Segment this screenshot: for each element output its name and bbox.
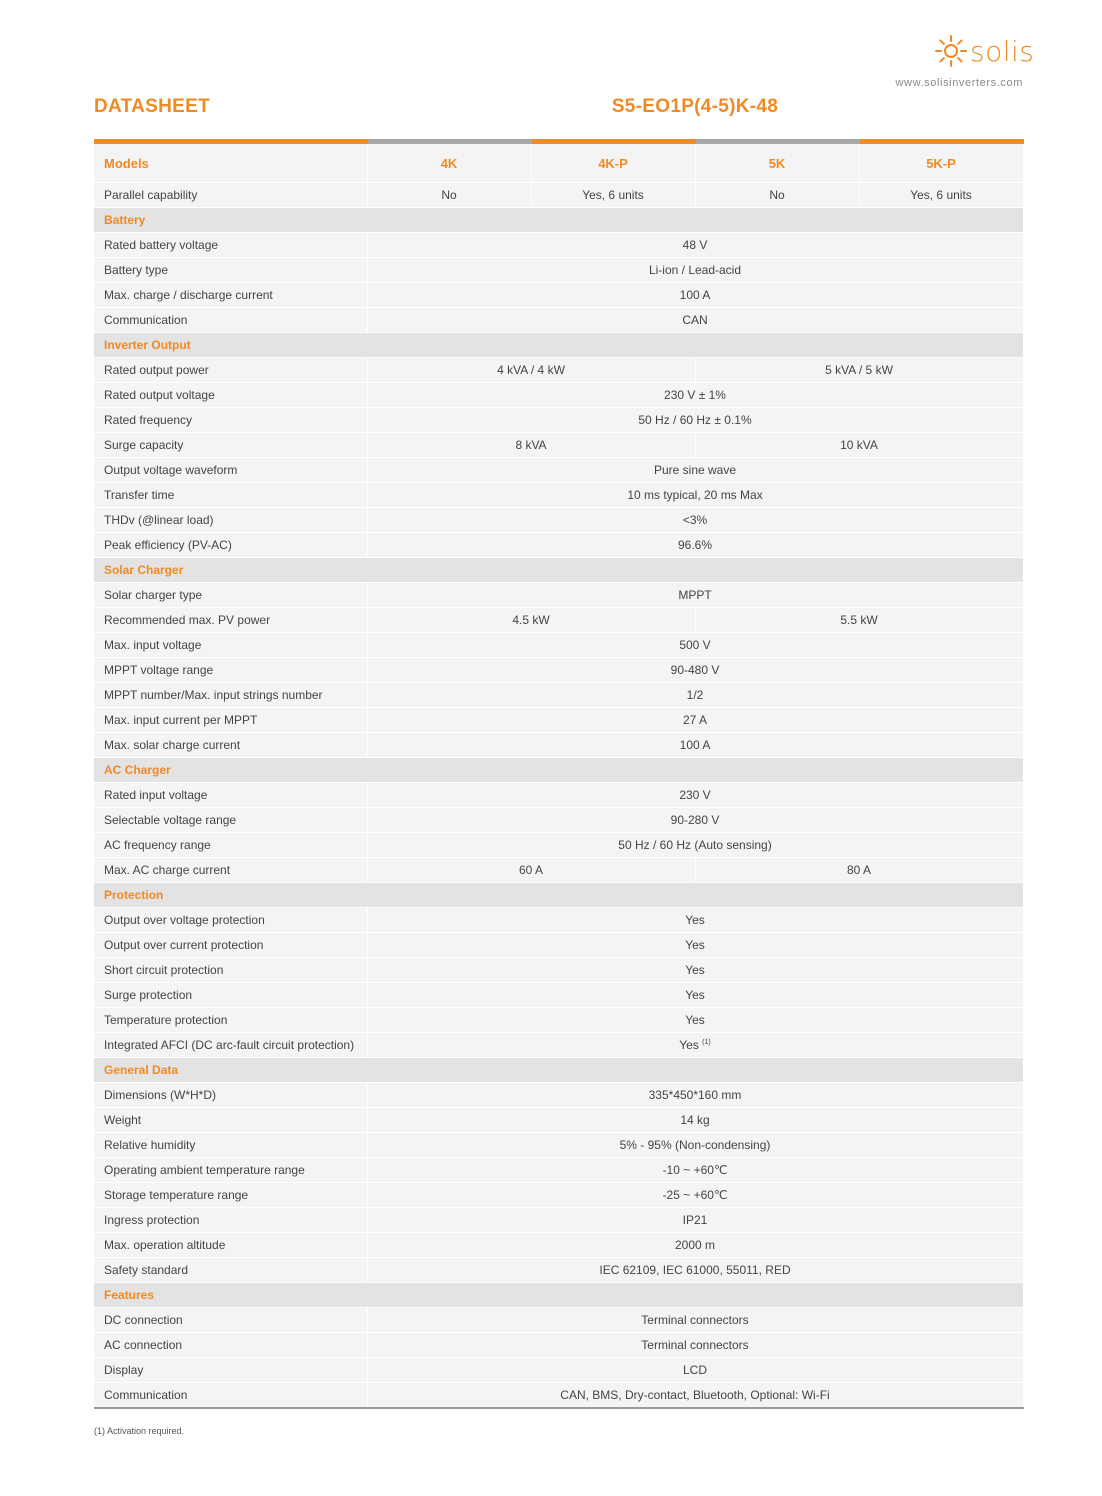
spec-value	[367, 658, 1023, 683]
spec-row	[94, 608, 1023, 633]
spec-value	[367, 983, 1023, 1008]
spec-label: Battery type	[94, 258, 367, 283]
spec-value	[367, 1083, 1023, 1108]
spec-label: Integrated AFCI (DC arc-fault circuit protection)	[94, 1033, 367, 1058]
spec-value	[367, 833, 1023, 858]
section-header-row	[94, 558, 1023, 583]
spec-row	[94, 708, 1023, 733]
spec-row	[94, 1008, 1023, 1033]
spec-label: Max. solar charge current	[94, 733, 367, 758]
section-title: Features	[94, 1283, 1023, 1308]
spec-label: Rated output voltage	[94, 383, 367, 408]
section-title: Inverter Output	[94, 333, 1023, 358]
section-header-row	[94, 1058, 1023, 1083]
spec-value-text: 48 V	[682, 238, 708, 252]
spec-label: Communication	[94, 1383, 367, 1409]
spec-label: THDv (@linear load)	[94, 508, 367, 533]
section-header-row	[94, 883, 1023, 908]
spec-label: DC connection	[94, 1308, 367, 1333]
spec-value-text: Yes	[679, 1038, 699, 1052]
spec-value	[695, 858, 1023, 883]
spec-label: Output voltage waveform	[94, 458, 367, 483]
product-model: S5-EO1P(4-5)K-48	[611, 96, 779, 117]
spec-value	[367, 283, 1023, 308]
spec-row	[94, 408, 1023, 433]
spec-row	[94, 1183, 1023, 1208]
spec-value	[367, 683, 1023, 708]
spec-row	[94, 808, 1023, 833]
spec-value	[367, 233, 1023, 258]
spec-row	[94, 508, 1023, 533]
spec-value-text: 10 ms typical, 20 ms Max	[627, 488, 763, 502]
spec-label: Dimensions (W*H*D)	[94, 1083, 367, 1108]
spec-value	[367, 1208, 1023, 1233]
spec-value-text: No	[769, 188, 785, 202]
spec-value	[367, 908, 1023, 933]
spec-value-text: LCD	[682, 1363, 707, 1377]
spec-label: Surge capacity	[94, 433, 367, 458]
spec-label: Output over voltage protection	[94, 908, 367, 933]
section-title: AC Charger	[94, 758, 1023, 783]
spec-row	[94, 1233, 1023, 1258]
spec-value-text: Terminal connectors	[641, 1313, 749, 1327]
spec-value	[367, 183, 531, 208]
spec-value	[367, 1358, 1023, 1383]
spec-row	[94, 733, 1023, 758]
spec-value-text: 335*450*160 mm	[648, 1088, 742, 1102]
spec-value-text: 230 V ± 1%	[664, 388, 726, 402]
spec-value-text: CAN, BMS, Dry-contact, Bluetooth, Optional: Wi-Fi	[560, 1388, 830, 1402]
spec-row	[94, 833, 1023, 858]
spec-label: Max. input current per MPPT	[94, 708, 367, 733]
spec-label: MPPT voltage range	[94, 658, 367, 683]
spec-row	[94, 1333, 1023, 1358]
spec-value	[367, 258, 1023, 283]
spec-label: Rated battery voltage	[94, 233, 367, 258]
spec-row	[94, 958, 1023, 983]
spec-value-text: 14 kg	[680, 1113, 710, 1127]
spec-value	[367, 858, 695, 883]
spec-label: Recommended max. PV power	[94, 608, 367, 633]
section-title: General Data	[94, 1058, 1023, 1083]
spec-label: Peak efficiency (PV-AC)	[94, 533, 367, 558]
spec-value	[367, 1158, 1023, 1183]
spec-label: Display	[94, 1358, 367, 1383]
spec-row	[94, 1158, 1023, 1183]
spec-row	[94, 783, 1023, 808]
spec-label: Weight	[94, 1108, 367, 1133]
spec-value-text: 230 V	[679, 788, 711, 802]
spec-value-text: Yes	[685, 963, 705, 977]
model-4k-p: 4K-P	[531, 142, 695, 183]
spec-row	[94, 1033, 1023, 1058]
spec-value-text: IEC 62109, IEC 61000, 55011, RED	[599, 1263, 791, 1277]
spec-value-text: 1/2	[686, 688, 704, 702]
spec-value-text: Yes	[685, 988, 705, 1002]
footnote: (1) Activation required.	[94, 1426, 185, 1436]
spec-value-text: Yes, 6 units	[910, 188, 972, 202]
spec-label: Rated input voltage	[94, 783, 367, 808]
spec-label: Max. input voltage	[94, 633, 367, 658]
models-label: Models	[94, 142, 367, 183]
spec-value-text: Yes	[685, 1013, 705, 1027]
spec-value	[367, 308, 1023, 333]
spec-value-text: Yes	[685, 938, 705, 952]
spec-value	[367, 458, 1023, 483]
spec-value	[367, 1108, 1023, 1133]
spec-row	[94, 633, 1023, 658]
spec-value-text: 4 kVA / 4 kW	[497, 363, 565, 377]
spec-value	[367, 1133, 1023, 1158]
footnote-marker: (1)	[702, 1039, 711, 1046]
spec-row	[94, 233, 1023, 258]
sun-icon	[934, 34, 968, 68]
section-header-row	[94, 208, 1023, 233]
spec-label: Communication	[94, 308, 367, 333]
spec-label: MPPT number/Max. input strings number	[94, 683, 367, 708]
spec-row	[94, 1108, 1023, 1133]
spec-value-text: 90-480 V	[670, 663, 720, 677]
spec-value	[367, 933, 1023, 958]
spec-value	[695, 433, 1023, 458]
spec-value-text: 8 kVA	[515, 438, 547, 452]
doc-title: DATASHEET	[94, 96, 210, 117]
spec-value-text: 100 A	[679, 288, 711, 302]
section-header-row	[94, 333, 1023, 358]
spec-value-text: -10 ~ +60℃	[662, 1163, 728, 1177]
spec-row	[94, 308, 1023, 333]
spec-value	[367, 358, 695, 383]
spec-row	[94, 683, 1023, 708]
spec-value-text: 2000 m	[674, 1238, 716, 1252]
spec-value	[367, 483, 1023, 508]
spec-row	[94, 483, 1023, 508]
spec-label: Max. operation altitude	[94, 1233, 367, 1258]
spec-value-text: No	[441, 188, 457, 202]
spec-value	[367, 1258, 1023, 1283]
spec-row	[94, 1258, 1023, 1283]
section-header-row	[94, 1283, 1023, 1308]
spec-value-text: 96.6%	[677, 538, 713, 552]
website-url: www.solisinverters.com	[895, 77, 1023, 89]
spec-value-text: 5 kVA / 5 kW	[825, 363, 893, 377]
spec-value-text: IP21	[682, 1213, 708, 1227]
spec-table	[94, 139, 1024, 1409]
spec-row	[94, 1358, 1023, 1383]
spec-row	[94, 658, 1023, 683]
spec-value	[367, 733, 1023, 758]
spec-value	[367, 608, 695, 633]
model-4k: 4K	[367, 142, 531, 183]
spec-label: Solar charger type	[94, 583, 367, 608]
spec-row	[94, 1083, 1023, 1108]
spec-value	[367, 433, 695, 458]
spec-value	[367, 1383, 1023, 1409]
spec-value	[695, 358, 1023, 383]
spec-label: Safety standard	[94, 1258, 367, 1283]
spec-label: Temperature protection	[94, 1008, 367, 1033]
section-title: Protection	[94, 883, 1023, 908]
spec-row	[94, 583, 1023, 608]
spec-value	[367, 958, 1023, 983]
spec-value-text: 5.5 kW	[840, 613, 878, 627]
spec-value-text: 500 V	[679, 638, 711, 652]
spec-label: Short circuit protection	[94, 958, 367, 983]
spec-value	[367, 783, 1023, 808]
spec-row	[94, 458, 1023, 483]
spec-value	[367, 408, 1023, 433]
model-5k: 5K	[695, 142, 859, 183]
spec-label: Selectable voltage range	[94, 808, 367, 833]
spec-row	[94, 358, 1023, 383]
spec-value	[695, 183, 859, 208]
spec-value	[367, 1183, 1023, 1208]
spec-value-text: 4.5 kW	[512, 613, 550, 627]
models-header-row	[94, 142, 1023, 183]
spec-value-text: 100 A	[679, 738, 711, 752]
section-title: Solar Charger	[94, 558, 1023, 583]
spec-value-text: 80 A	[846, 863, 872, 877]
spec-label: Max. charge / discharge current	[94, 283, 367, 308]
spec-label: Max. AC charge current	[94, 858, 367, 883]
spec-value	[367, 533, 1023, 558]
spec-label: Surge protection	[94, 983, 367, 1008]
spec-label: AC connection	[94, 1333, 367, 1358]
spec-row	[94, 383, 1023, 408]
spec-value	[695, 608, 1023, 633]
spec-value-text: Terminal connectors	[641, 1338, 749, 1352]
spec-value-text: -25 ~ +60℃	[662, 1188, 728, 1202]
spec-value-text: Yes	[685, 913, 705, 927]
spec-row	[94, 983, 1023, 1008]
spec-value	[367, 1308, 1023, 1333]
section-title: Battery	[94, 208, 1023, 233]
model-5k-p: 5K-P	[859, 142, 1023, 183]
spec-value-text: Li-ion / Lead-acid	[648, 263, 742, 277]
spec-value	[367, 1033, 1023, 1058]
spec-row	[94, 1308, 1023, 1333]
spec-value	[367, 383, 1023, 408]
spec-label: Relative humidity	[94, 1133, 367, 1158]
spec-row	[94, 283, 1023, 308]
spec-value-text: Pure sine wave	[653, 463, 737, 477]
spec-value	[367, 583, 1023, 608]
spec-value	[367, 633, 1023, 658]
spec-value	[531, 183, 695, 208]
spec-row	[94, 258, 1023, 283]
spec-label: Parallel capability	[94, 183, 367, 208]
spec-row	[94, 908, 1023, 933]
spec-row	[94, 1208, 1023, 1233]
spec-value-text: 10 kVA	[840, 438, 878, 452]
spec-value-text: 5% - 95% (Non-condensing)	[619, 1138, 771, 1152]
spec-value-text: 50 Hz / 60 Hz (Auto sensing)	[618, 838, 772, 852]
spec-value	[859, 183, 1023, 208]
spec-row	[94, 1133, 1023, 1158]
spec-value	[367, 1008, 1023, 1033]
spec-label: Storage temperature range	[94, 1183, 367, 1208]
spec-row	[94, 433, 1023, 458]
spec-value-text: MPPT	[678, 588, 712, 602]
spec-value	[367, 1233, 1023, 1258]
spec-label: Ingress protection	[94, 1208, 367, 1233]
spec-value-text: 60 A	[518, 863, 544, 877]
spec-label: Operating ambient temperature range	[94, 1158, 367, 1183]
section-header-row	[94, 758, 1023, 783]
spec-value	[367, 708, 1023, 733]
spec-label: Rated frequency	[94, 408, 367, 433]
spec-value-text: CAN	[682, 313, 708, 327]
spec-row	[94, 933, 1023, 958]
spec-value-text: <3%	[682, 513, 708, 527]
spec-row	[94, 183, 1023, 208]
spec-value-text: Yes, 6 units	[582, 188, 644, 202]
spec-value	[367, 1333, 1023, 1358]
spec-label: AC frequency range	[94, 833, 367, 858]
spec-label: Transfer time	[94, 483, 367, 508]
spec-label: Output over current protection	[94, 933, 367, 958]
spec-row	[94, 533, 1023, 558]
spec-value-text: 50 Hz / 60 Hz ± 0.1%	[638, 413, 752, 427]
spec-label: Rated output power	[94, 358, 367, 383]
spec-value-text: 27 A	[682, 713, 708, 727]
brand-name: solis	[970, 34, 1035, 68]
solis-logo	[934, 34, 1034, 68]
spec-row	[94, 858, 1023, 883]
spec-value	[367, 808, 1023, 833]
spec-row	[94, 1383, 1023, 1409]
spec-value	[367, 508, 1023, 533]
spec-value-text: 90-280 V	[670, 813, 720, 827]
